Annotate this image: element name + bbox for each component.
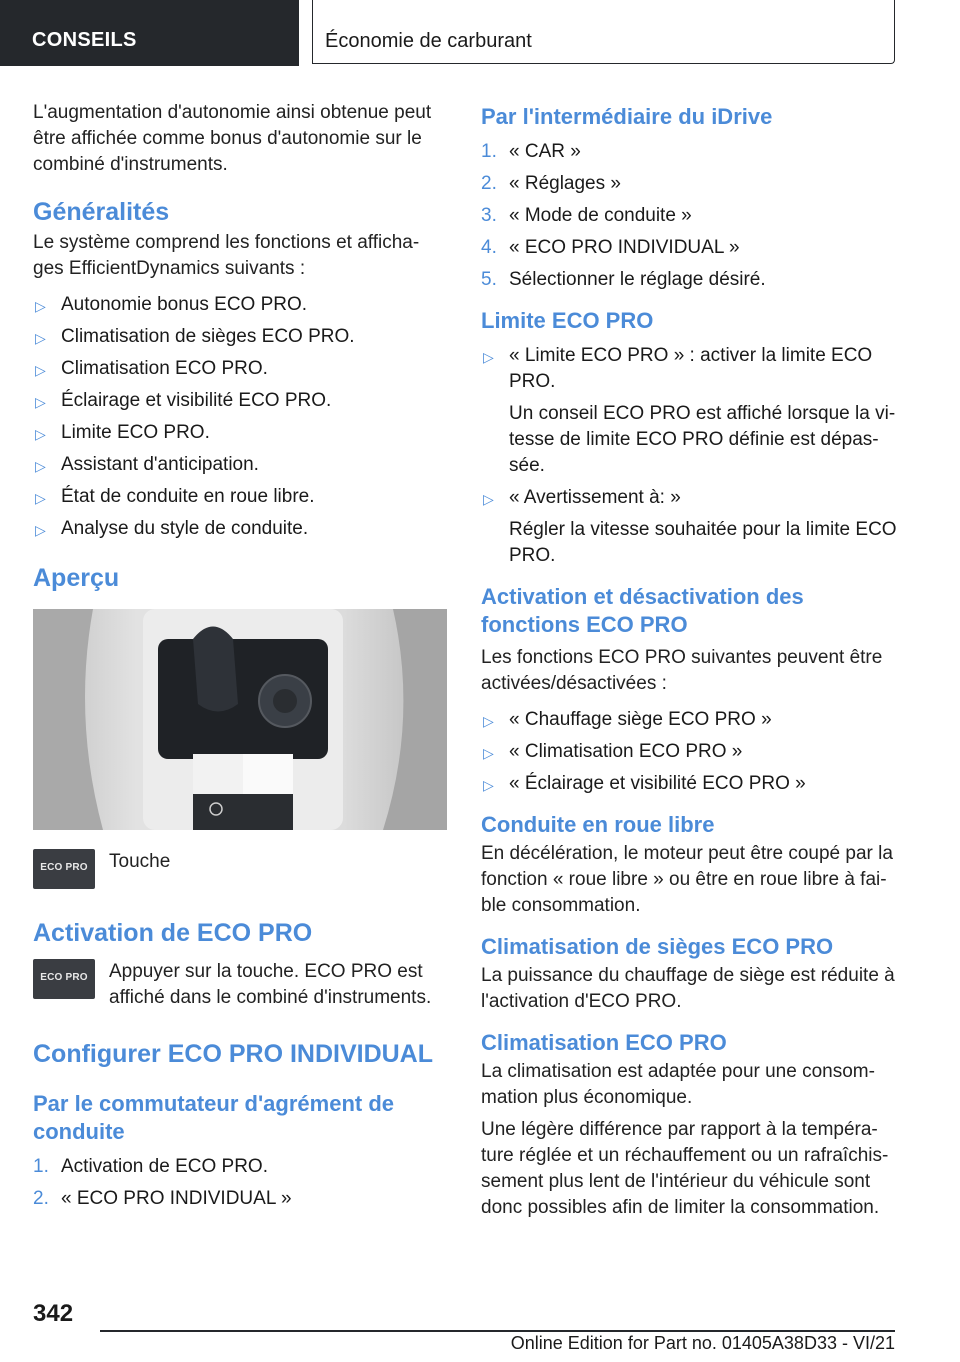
seat-climate-text: La puissance du chauffage de siège est réduite à l'activation d'ECO PRO. [481, 965, 895, 1012]
triangle-bullet-icon: ▷ [483, 777, 494, 793]
triangle-bullet-icon: ▷ [483, 713, 494, 729]
list-item: ▷ Autonomie bonus ECO PRO. [33, 292, 447, 318]
general-list [33, 292, 447, 542]
triangle-bullet-icon: ▷ [35, 394, 46, 410]
coasting-text: En décélération, le moteur peut être coupé par la fonction « roue libre » ou être en roue libre à fai-ble consommation. [481, 843, 893, 916]
triangle-bullet-icon: ▷ [35, 490, 46, 506]
triangle-bullet-icon: ▷ [35, 458, 46, 474]
chapter-title: Économie de carburant [312, 0, 895, 64]
triangle-bullet-icon: ▷ [483, 349, 494, 365]
triangle-bullet-icon: ▷ [35, 362, 46, 378]
left-column [33, 100, 447, 1218]
overview-heading: Aperçu [33, 564, 120, 592]
page-number: 342 [33, 1300, 74, 1327]
climate-text-2: Une légère différence par rapport à la tempéra-ture réglée et un réchauffement ou un rafraîchis-sement plus lent de l'intérieur du véhicule sont donc possibles afin de limiter la consommation. [481, 1119, 889, 1218]
intro-text: L'augmentation d'autonomie ainsi obtenue peut être affichée comme bonus d'autonomie sur le combiné d'instruments. [33, 102, 432, 175]
activation-heading: Activation de ECO PRO [33, 919, 313, 947]
list-item: ▷ Limite ECO PRO. [33, 420, 447, 446]
list-item: ▷ « Éclairage et visibilité ECO PRO » [481, 771, 901, 797]
key-caption-row [33, 849, 447, 889]
page-header [0, 0, 960, 66]
eco-pro-key-icon: ECO PRO [33, 849, 95, 889]
list-item: 2. « Réglages » [481, 173, 621, 194]
list-item: 5. Sélectionner le réglage désiré. [481, 269, 766, 290]
activation-row [33, 959, 447, 1011]
list-item: ▷ Éclairage et visibilité ECO PRO. [33, 388, 447, 414]
list-item: ▷ « Climatisation ECO PRO » [481, 739, 901, 765]
triangle-bullet-icon: ▷ [483, 745, 494, 761]
list-item: ▷ État de conduite en roue libre. [33, 484, 447, 510]
list-item: 1. Activation de ECO PRO. [33, 1156, 268, 1177]
activation-text: Appuyer sur la touche. ECO PRO est affiché dans le combiné d'instruments. [109, 961, 432, 1008]
list-item: ▷ « Avertissement à: » Régler la vitesse souhaitée pour la limite ECO PRO. [483, 487, 897, 566]
limit-heading: Limite ECO PRO [481, 308, 654, 333]
triangle-bullet-icon: ▷ [35, 426, 46, 442]
climate-text-1: La climatisation est adaptée pour une consom-mation plus économique. [481, 1061, 875, 1108]
list-item: ▷ Climatisation de sièges ECO PRO. [33, 324, 447, 350]
triangle-bullet-icon: ▷ [35, 298, 46, 314]
list-item: 2. « ECO PRO INDIVIDUAL » [33, 1188, 292, 1209]
edition-text: Online Edition for Part no. 01405A38D33 - VI/21 [510, 1333, 895, 1353]
triangle-bullet-icon: ▷ [35, 330, 46, 346]
switch-steps [33, 1154, 447, 1212]
footer-divider [100, 1330, 895, 1332]
key-caption: Touche [109, 851, 171, 872]
seat-climate-heading: Climatisation de sièges ECO PRO [481, 934, 834, 959]
coasting-heading: Conduite en roue libre [481, 812, 715, 837]
list-item: ▷ Analyse du style de conduite. [33, 516, 447, 542]
triangle-bullet-icon: ▷ [35, 522, 46, 538]
right-column [481, 103, 901, 1221]
idrive-steps [481, 139, 901, 293]
activation-functions-text: Les fonctions ECO PRO suivantes peuvent être activées/désactivées : [481, 647, 883, 694]
eco-pro-key-icon: ECO PRO [33, 959, 95, 999]
activation-functions-list [481, 707, 901, 797]
general-text: Le système comprend les fonctions et afficha-ges EfficientDynamics suivants : [33, 232, 420, 279]
triangle-bullet-icon: ▷ [483, 491, 494, 507]
list-item: 3. « Mode de conduite » [481, 205, 692, 226]
general-heading: Généralités [33, 198, 170, 226]
center-console-photo [33, 609, 447, 830]
list-item: 4. « ECO PRO INDIVIDUAL » [481, 237, 740, 258]
limit-list [481, 343, 901, 569]
list-item: ▷ « Chauffage siège ECO PRO » [481, 707, 901, 733]
switch-heading: Par le commutateur d'agrément de conduite [33, 1091, 395, 1144]
list-item: ▷ Assistant d'anticipation. [33, 452, 447, 478]
activation-functions-heading: Activation et désactivation des fonctions ECO PRO [481, 584, 804, 637]
idrive-heading: Par l'intermédiaire du iDrive [481, 104, 773, 129]
list-item: 1. « CAR » [481, 141, 581, 162]
list-item: ▷ Climatisation ECO PRO. [33, 356, 447, 382]
section-tab: CONSEILS [0, 0, 299, 66]
list-item: ▷ « Limite ECO PRO » : activer la limite ECO PRO. Un conseil ECO PRO est affiché lorsque la vi-tesse de limite ECO PRO définie est dépas-sée. [483, 345, 896, 476]
configure-heading: Configurer ECO PRO INDIVIDUAL [33, 1040, 434, 1068]
climate-heading: Climatisation ECO PRO [481, 1030, 727, 1055]
